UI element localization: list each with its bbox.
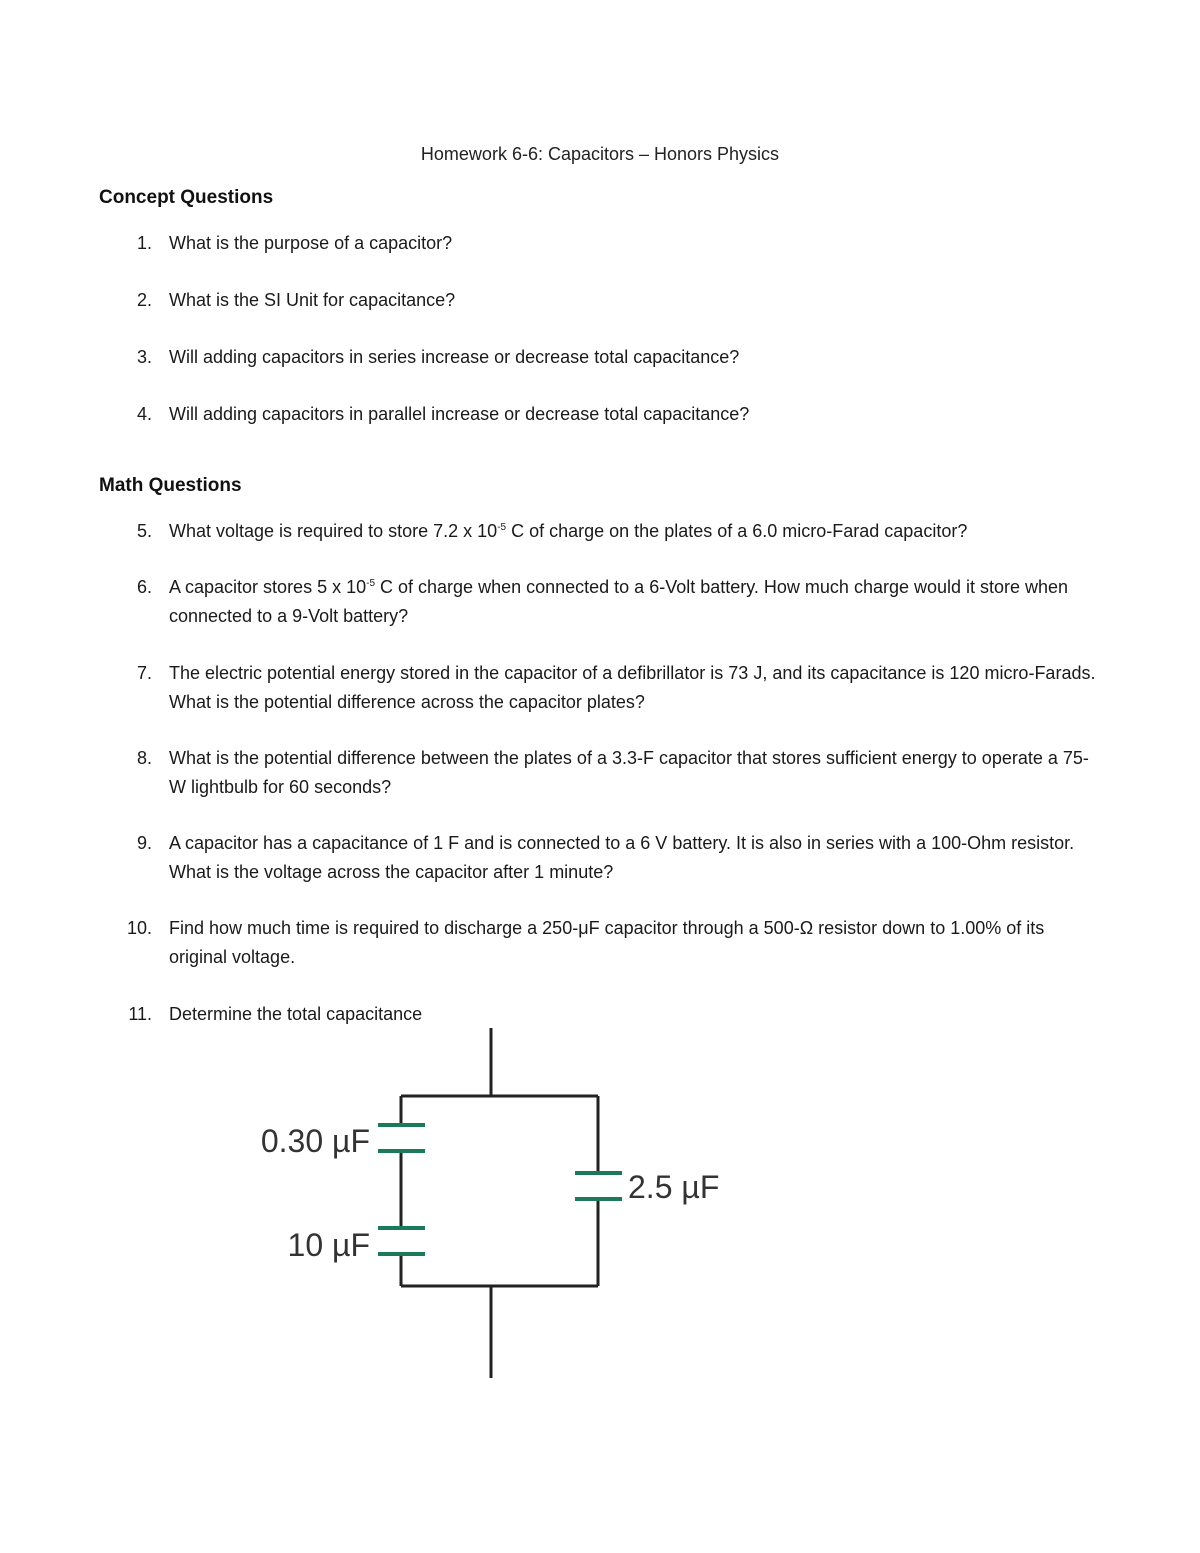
question-text-part: C of charge when connected to a 6-Volt battery. How much charge would it store when connected to a 9-Volt battery? xyxy=(169,577,1069,626)
question-text: What is the SI Unit for capacitance? xyxy=(169,290,456,310)
question-number: 6. xyxy=(136,577,152,597)
concept-questions-heading: Concept Questions xyxy=(99,187,274,208)
question-number: 9. xyxy=(136,833,152,853)
capacitor-2-label: 10 µF xyxy=(287,1227,370,1263)
question-number: 5. xyxy=(136,521,152,541)
page-title: Homework 6-6: Capacitors – Honors Physics xyxy=(420,144,780,164)
question-text: What is the purpose of a capacitor? xyxy=(169,233,453,253)
capacitor-1-label: 0.30 µF xyxy=(260,1123,370,1159)
question-text: Determine the total capacitance xyxy=(169,1004,423,1024)
question-text: Will adding capacitors in parallel increase or decrease total capacitance? xyxy=(169,404,750,424)
question-text-part: A capacitor stores 5 x 10 xyxy=(169,577,367,597)
question-number: 8. xyxy=(136,748,152,768)
question-text xyxy=(169,573,1099,631)
question-number: 7. xyxy=(136,663,152,683)
exponent: -5 xyxy=(497,522,507,533)
question-number: 2. xyxy=(136,290,152,310)
question-text xyxy=(169,517,1099,546)
question-number: 3. xyxy=(136,347,152,367)
question-number: 1. xyxy=(136,233,152,253)
capacitor-3-label: 2.5 µF xyxy=(628,1169,720,1205)
question-number: 10. xyxy=(126,918,152,938)
question-text: Find how much time is required to discharge a 250-μF capacitor through a 500-Ω resistor down to 1.00% of its original voltage. xyxy=(169,918,1045,967)
capacitor-circuit-diagram xyxy=(240,1028,740,1383)
math-questions-heading: Math Questions xyxy=(99,475,242,496)
exponent: -5 xyxy=(366,578,376,589)
question-text: The electric potential energy stored in the capacitor of a defibrillator is 73 J, and its capacitance is 120 micro-Farads. What is the potential difference across the capacitor plates? xyxy=(169,663,1096,712)
question-text-part: What voltage is required to store 7.2 x 10 xyxy=(169,521,498,541)
question-text: Will adding capacitors in series increase or decrease total capacitance? xyxy=(169,347,740,367)
question-number: 11. xyxy=(128,1004,152,1024)
question-text: What is the potential difference between the plates of a 3.3-F capacitor that stores sufficient energy to operate a 75-W lightbulb for 60 seconds? xyxy=(169,748,1089,797)
question-number: 4. xyxy=(136,404,152,424)
question-text: A capacitor has a capacitance of 1 F and is connected to a 6 V battery. It is also in series with a 100-Ohm resistor. What is the voltage across the capacitor after 1 minute? xyxy=(169,833,1075,882)
capacitor-plates xyxy=(378,1125,622,1254)
question-text-part: C of charge on the plates of a 6.0 micro-Farad capacitor? xyxy=(506,521,968,541)
circuit-wires xyxy=(401,1028,598,1378)
